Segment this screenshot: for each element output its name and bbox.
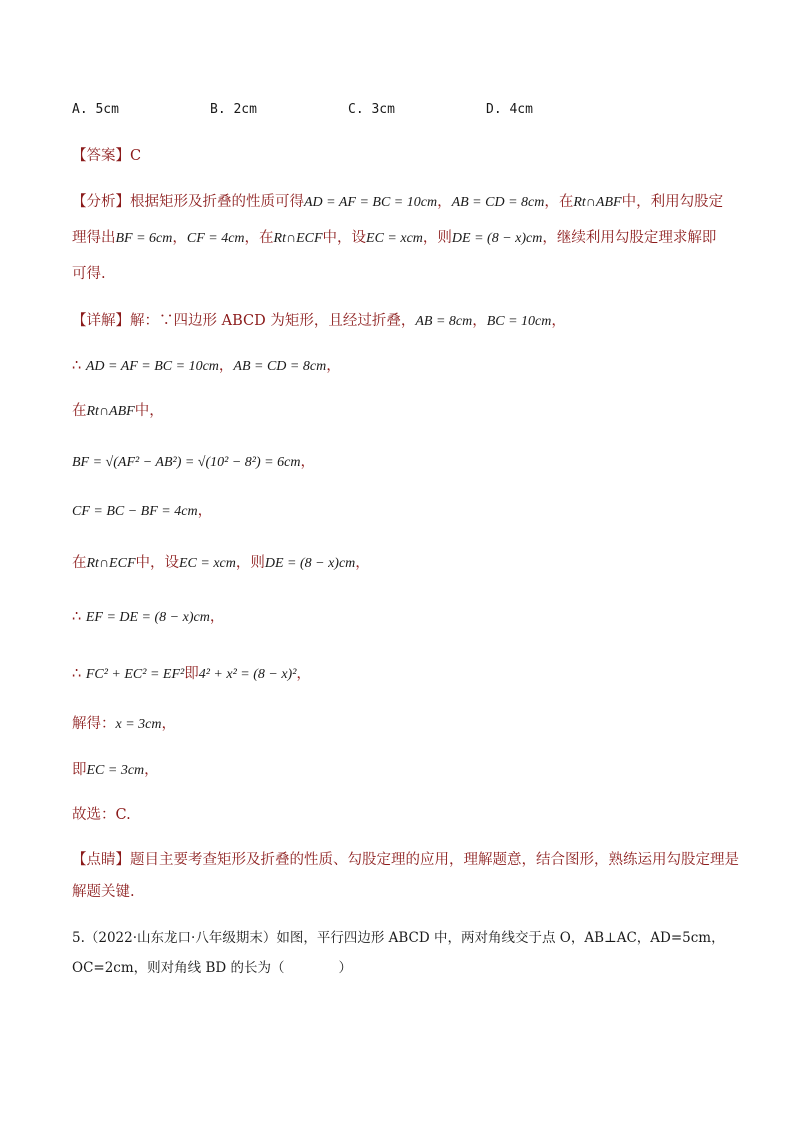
math-expr: BC = 10cm [486, 314, 552, 329]
detail-text: 故选：C. [72, 807, 131, 823]
math-expr: Rt∩ECF [86, 556, 136, 571]
detail-line-11 [72, 805, 131, 825]
math-expr: EF = DE = (8 − x)cm [85, 610, 210, 625]
math-expr: Rt∩ABF [86, 404, 135, 419]
answer-line [72, 146, 141, 166]
question-text: 5.（2022·山东龙口·八年级期末）如图，平行四边形 ABCD 中，两对角线交于点 O，AB⊥AC，AD=5cm， [72, 930, 725, 946]
detail-line-4 [72, 452, 315, 473]
detail-text: ， [209, 609, 225, 625]
analysis-text: ，则 [422, 230, 452, 246]
detail-text: ， [161, 716, 176, 732]
math-expr: 4² + x² = (8 − x)² [198, 667, 297, 682]
detail-text: 解：∵四边形 ABCD 为矩形，且经过折叠， [130, 313, 416, 329]
question-5-line-2 [72, 958, 352, 978]
math-expr: CF = BC − BF = 4cm [72, 504, 198, 519]
detail-text: 即 [184, 666, 199, 682]
detail-text: ， [197, 503, 213, 519]
math-expr: DE = (8 − x)cm [451, 231, 543, 246]
math-expr: AB = CD = 8cm [451, 195, 545, 210]
math-expr: EC = xcm [179, 556, 236, 571]
math-expr: EC = 3cm [86, 763, 145, 778]
detail-text: ， [218, 358, 234, 374]
therefore-symbol: ∴ [72, 609, 82, 625]
analysis-line-2 [72, 228, 716, 249]
detail-line-9 [72, 714, 176, 735]
math-expr: Rt∩ABF [573, 195, 622, 210]
detail-text: ， [144, 762, 159, 778]
analysis-text: 理得出 [72, 230, 116, 246]
therefore-symbol: ∴ [72, 358, 82, 374]
detail-line-10 [72, 760, 159, 781]
question-text: OC=2cm，则对角线 BD 的长为（ ） [72, 960, 352, 976]
detail-text: ， [296, 666, 311, 682]
math-expr: AB = CD = 8cm [233, 359, 327, 374]
detail-line-8 [72, 664, 311, 685]
detail-text: 即 [72, 762, 87, 778]
comment-text: 解题关键. [72, 884, 135, 900]
option-a: A. 5cm [72, 102, 119, 117]
math-expr: Rt∩ECF [273, 231, 323, 246]
detail-line-2 [72, 356, 341, 377]
detail-text: ， [472, 313, 487, 329]
math-expr: BF = √(AF² − AB²) = √(10² − 8²) = 6cm [72, 455, 301, 470]
analysis-text: 中，利用勾股定 [621, 194, 724, 210]
detail-line-6 [72, 553, 370, 574]
detail-text: ， [355, 555, 370, 571]
option-b: B. 2cm [210, 102, 257, 117]
detail-text: 在 [72, 555, 87, 571]
math-expr: DE = (8 − x)cm [264, 556, 356, 571]
math-expr: FC² + EC² = EF² [85, 667, 185, 682]
comment-text: 题目主要考查矩形及折叠的性质、勾股定理的应用，理解题意，结合图形，熟练运用勾股定理是 [130, 852, 739, 868]
comment-line-1 [72, 850, 739, 870]
detail-text: 中，设 [135, 555, 179, 571]
detail-text: 在 [72, 403, 87, 419]
analysis-text: ， [172, 230, 187, 246]
option-c: C. 3cm [348, 102, 395, 117]
detail-text: 中， [134, 403, 164, 419]
analysis-text: ，继续利用勾股定理求解即 [542, 230, 717, 246]
analysis-text: 中，设 [322, 230, 367, 246]
math-expr: AB = 8cm [415, 314, 473, 329]
analysis-text: ，在 [544, 194, 574, 210]
analysis-line-3 [72, 264, 106, 284]
answer-value: C [130, 148, 142, 164]
math-expr: AD = AF = BC = 10cm [85, 359, 219, 374]
detail-text: ， [326, 358, 341, 374]
detail-text: ， [300, 454, 315, 470]
analysis-text: 可得. [72, 266, 106, 282]
math-expr: EC = xcm [366, 231, 423, 246]
detail-text: ， [551, 313, 566, 329]
detail-line-3 [72, 401, 164, 422]
detail-line-5 [72, 501, 212, 522]
analysis-text: ， [437, 194, 452, 210]
math-expr: x = 3cm [115, 717, 162, 732]
option-d: D. 4cm [486, 102, 533, 117]
math-expr: BF = 6cm [115, 231, 173, 246]
analysis-line-1 [72, 192, 723, 213]
therefore-symbol: ∴ [72, 666, 82, 682]
analysis-text: ，在 [244, 230, 274, 246]
question-5-line-1 [72, 928, 725, 948]
detail-line-1 [72, 311, 566, 332]
detail-label: 【详解】 [72, 313, 130, 329]
answer-label: 【答案】 [72, 148, 130, 164]
detail-text: ，则 [235, 555, 265, 571]
math-expr: CF = 4cm [186, 231, 245, 246]
detail-line-7 [72, 607, 224, 628]
analysis-text: 根据矩形及折叠的性质可得 [130, 194, 304, 210]
comment-label: 【点睛】 [72, 852, 130, 868]
analysis-label: 【分析】 [72, 194, 130, 210]
math-expr: AD = AF = BC = 10cm [304, 195, 438, 210]
comment-line-2 [72, 882, 135, 902]
detail-text: 解得： [72, 716, 116, 732]
